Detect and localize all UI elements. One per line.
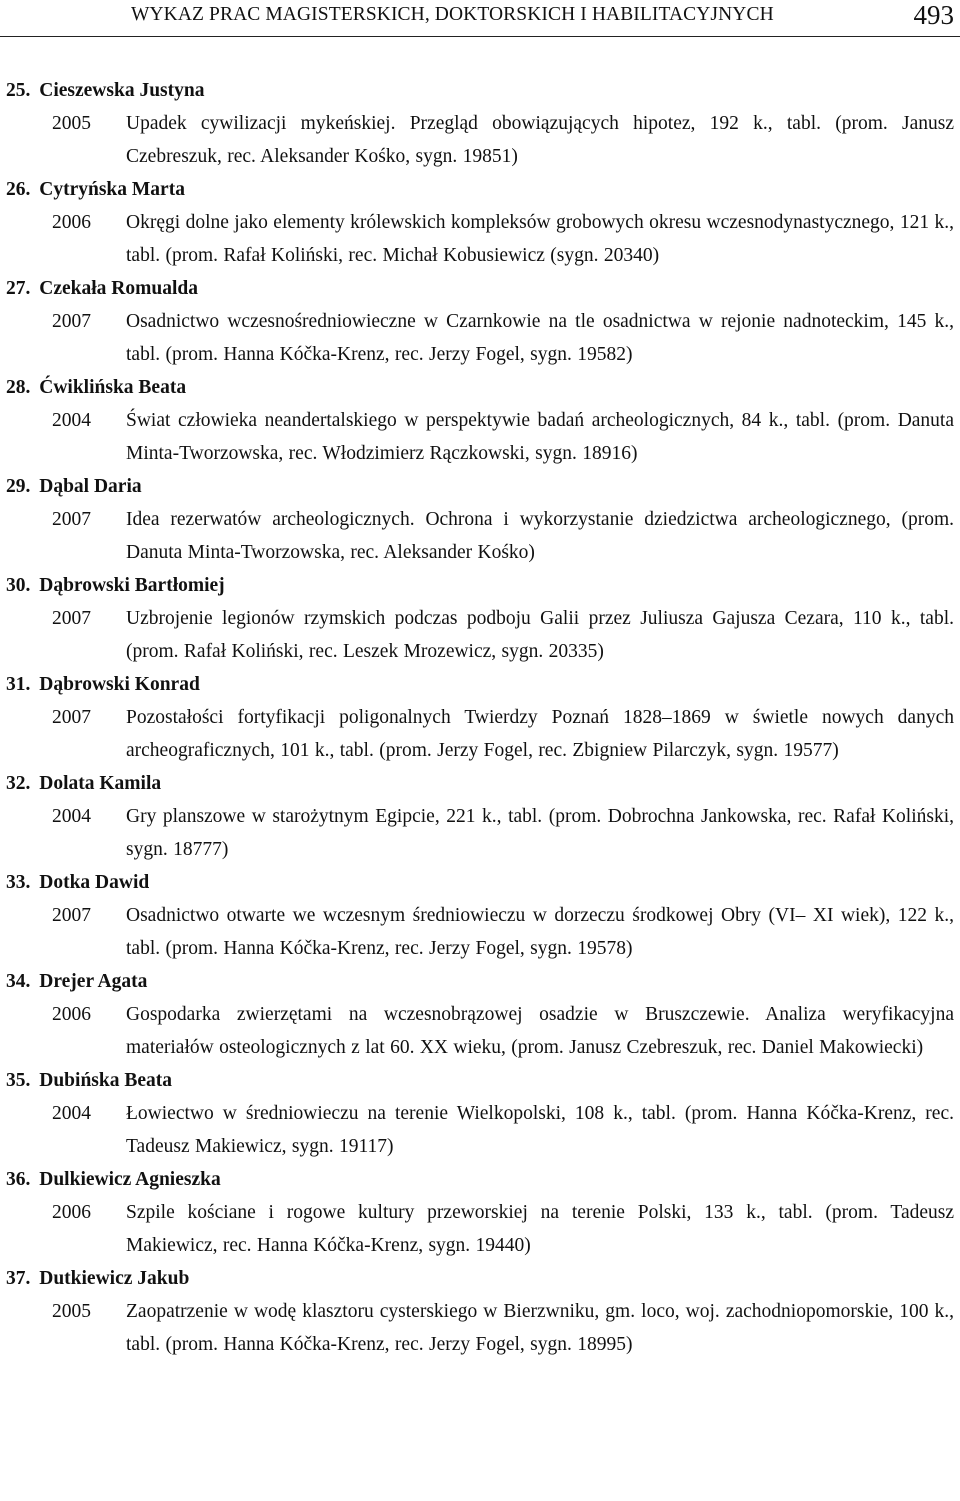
author-name: Ćwiklińska Beata [39,377,187,398]
entry-description: Gry planszowe w starożytnym Egipcie, 221 k., tabl. (prom. Dobrochna Jankowska, rec. Rafał Koliński, sygn. 18777) [126,806,954,860]
entry-body [0,1196,960,1262]
running-header [0,0,960,37]
list-item [0,74,960,173]
entry-year: 2007 [52,608,91,629]
author-name: Dolata Kamila [39,773,162,794]
entry-number: 31. [6,674,31,695]
entry-heading [0,173,960,206]
list-item [0,272,960,371]
entry-description: Osadnictwo wczesnośredniowieczne w Czarnkowie na tle osadnictwa w rejonie nadnoteckim, 145 k., tabl. (prom. Hanna Kóčka-Krenz, rec. Jerzy Fogel, sygn. 19582) [126,311,954,365]
entry-year: 2007 [52,905,91,926]
list-item [0,173,960,272]
entry-heading [0,371,960,404]
entry-description: Świat człowieka neandertalskiego w perspektywie badań archeologicznych, 84 k., tabl. (prom. Danuta Minta-Tworzowska, rec. Włodzimierz Rączkowski, sygn. 18916) [126,410,954,464]
entry-heading [0,470,960,503]
entry-body [0,206,960,272]
entry-year: 2007 [52,509,91,530]
entry-description: Szpile kościane i rogowe kultury przeworskiej na terenie Polski, 133 k., tabl. (prom. Tadeusz Makiewicz, rec. Hanna Kóčka-Krenz, sygn. 19440) [126,1202,954,1256]
author-name: Dąbrowski Bartłomiej [39,575,225,596]
list-item [0,965,960,1064]
author-name: Dąbal Daria [39,476,142,497]
author-name: Cieszewska Justyna [39,80,205,101]
entry-body [0,503,960,569]
entry-description: Zaopatrzenie w wodę klasztoru cysterskiego w Bierzwniku, gm. loco, woj. zachodniopomorskie, 100 k., tabl. (prom. Hanna Kóčka-Krenz, rec. Jerzy Fogel, sygn. 18995) [126,1301,954,1355]
entry-description: Osadnictwo otwarte we wczesnym średniowieczu w dorzeczu środkowej Obry (VI– XI wiek), 122 k., tabl. (prom. Hanna Kóčka-Krenz, rec. Jerzy Fogel, sygn. 19578) [126,905,954,959]
list-item [0,1262,960,1361]
entry-year: 2007 [52,707,91,728]
entry-number: 25. [6,80,31,101]
entry-number: 26. [6,179,31,200]
author-name: Dulkiewicz Agnieszka [39,1169,221,1190]
entry-body [0,404,960,470]
entry-number: 32. [6,773,31,794]
entry-body [0,899,960,965]
entry-year: 2005 [52,1301,91,1322]
author-name: Dubińska Beata [39,1070,172,1091]
entry-body [0,107,960,173]
entry-heading [0,1064,960,1097]
entry-year: 2004 [52,1103,91,1124]
entry-number: 29. [6,476,31,497]
entry-body [0,602,960,668]
list-item [0,569,960,668]
entry-year: 2004 [52,806,91,827]
entry-number: 34. [6,971,31,992]
entry-year: 2005 [52,113,91,134]
header-title: WYKAZ PRAC MAGISTERSKICH, DOKTORSKICH I HABILITACYJNYCH [131,4,774,25]
author-name: Drejer Agata [39,971,148,992]
entry-number: 36. [6,1169,31,1190]
entry-description: Łowiectwo w średniowieczu na terenie Wielkopolski, 108 k., tabl. (prom. Hanna Kóčka-Krenz, rec. Tadeusz Makiewicz, sygn. 19117) [126,1103,954,1157]
entry-body [0,1097,960,1163]
entry-year: 2006 [52,212,91,233]
author-name: Dotka Dawid [39,872,150,893]
entry-number: 28. [6,377,31,398]
entry-body [0,305,960,371]
entry-heading [0,74,960,107]
entry-year: 2004 [52,410,91,431]
author-name: Dąbrowski Konrad [39,674,200,695]
entry-number: 30. [6,575,31,596]
list-item [0,1163,960,1262]
entry-description: Okręgi dolne jako elementy królewskich kompleksów grobowych okresu wczesnodynastycznego, 121 k., tabl. (prom. Rafał Koliński, rec. Michał Kobusiewicz (sygn. 20340) [126,212,954,266]
entry-description: Upadek cywilizacji mykeńskiej. Przegląd obowiązujących hipotez, 192 k., tabl. (prom. Janusz Czebreszuk, rec. Aleksander Kośko, sygn. 19851) [126,113,954,167]
entry-number: 33. [6,872,31,893]
entry-heading [0,965,960,998]
author-name: Dutkiewicz Jakub [39,1268,190,1289]
entry-heading [0,866,960,899]
entry-year: 2006 [52,1004,91,1025]
author-name: Cytryńska Marta [39,179,185,200]
entry-body [0,998,960,1064]
entry-number: 27. [6,278,31,299]
entry-heading [0,1163,960,1196]
entry-year: 2006 [52,1202,91,1223]
entry-body [0,1295,960,1361]
entry-list [0,74,960,1361]
entry-number: 37. [6,1268,31,1289]
page-number: 493 [913,0,954,30]
entry-body [0,800,960,866]
list-item [0,470,960,569]
list-item [0,767,960,866]
entry-description: Gospodarka zwierzętami na wczesnobrązowej osadzie w Bruszczewie. Analiza weryfikacyjna materiałów osteologicznych z lat 60. XX wieku, (prom. Janusz Czebreszuk, rec. Daniel Makowiecki) [126,1004,954,1058]
author-name: Czekała Romualda [39,278,198,299]
list-item [0,1064,960,1163]
entry-body [0,701,960,767]
entry-heading [0,569,960,602]
entry-description: Pozostałości fortyfikacji poligonalnych Twierdzy Poznań 1828–1869 w świetle nowych danych archeograficznych, 101 k., tabl. (prom. Jerzy Fogel, rec. Zbigniew Pilarczyk, sygn. 19577) [126,707,954,761]
entry-description: Uzbrojenie legionów rzymskich podczas podboju Galii przez Juliusza Gajusza Cezara, 110 k., tabl. (prom. Rafał Koliński, rec. Leszek Mrozewicz, sygn. 20335) [126,608,954,662]
entry-description: Idea rezerwatów archeologicznych. Ochrona i wykorzystanie dziedzictwa archeologicznego, (prom. Danuta Minta-Tworzowska, rec. Aleksander Kośko) [126,509,954,563]
entry-heading [0,767,960,800]
list-item [0,371,960,470]
entry-heading [0,272,960,305]
list-item [0,668,960,767]
list-item [0,866,960,965]
entry-heading [0,1262,960,1295]
entry-year: 2007 [52,311,91,332]
entry-heading [0,668,960,701]
entry-number: 35. [6,1070,31,1091]
